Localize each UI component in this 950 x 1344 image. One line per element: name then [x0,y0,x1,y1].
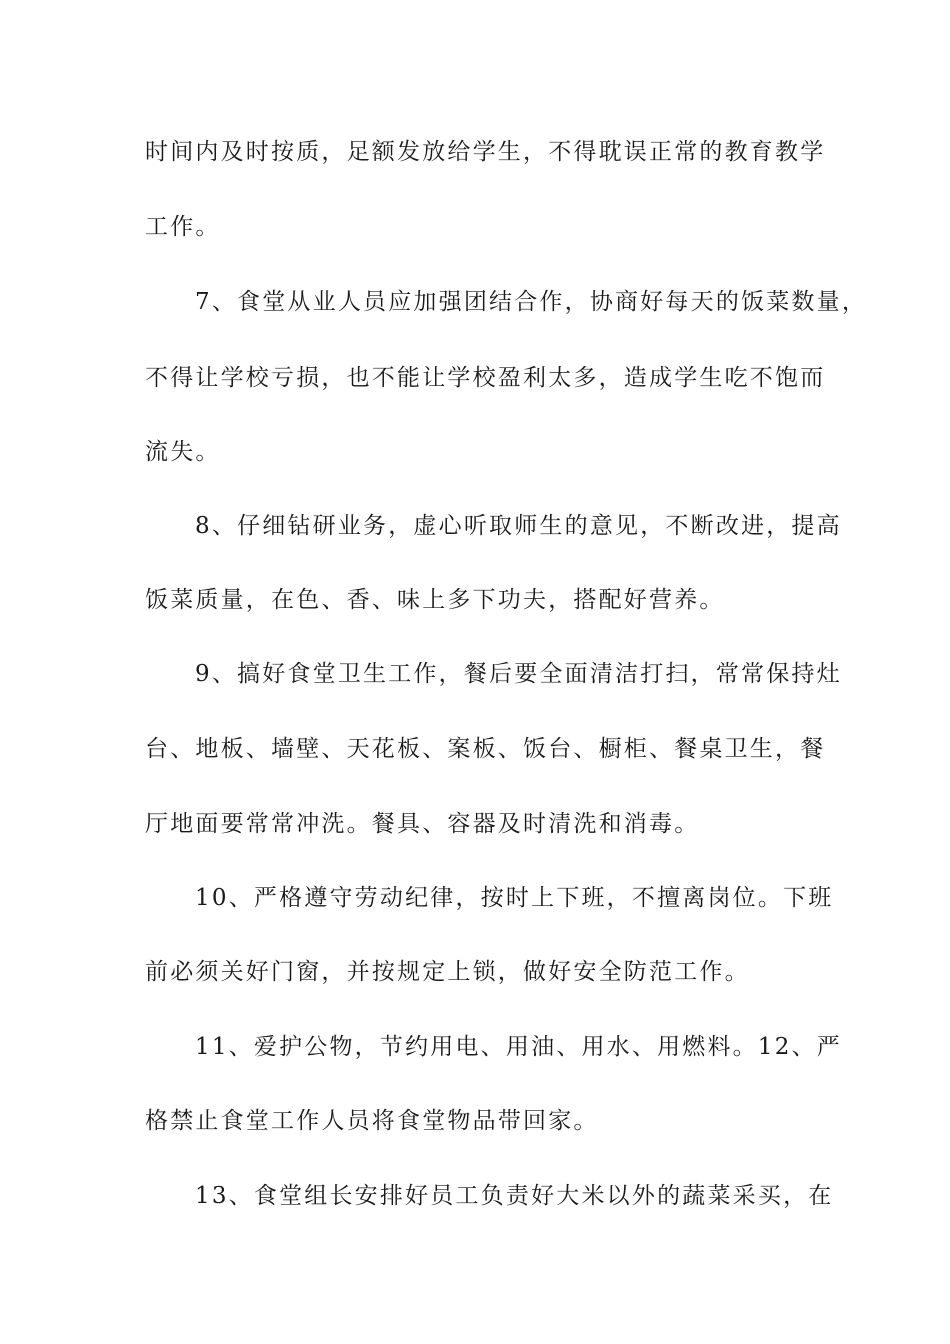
text-line: 台、地板、墙壁、天花板、案板、饭台、橱柜、餐桌卫生，餐 [145,736,826,762]
text-line: 前必须关好门窗，并按规定上锁，做好安全防范工作。 [145,959,750,985]
paragraph-start-line: 9、搞好食堂卫生工作，餐后要全面清洁打扫，常常保持灶 [195,661,842,687]
text-line: 格禁止食堂工作人员将食堂物品带回家。 [145,1108,599,1134]
paragraph-start-line: 8、仔细钻研业务，虚心听取师生的意见，不断改进，提高 [195,513,842,539]
text-line: 不得让学校亏损，也不能让学校盈利太多，造成学生吃不饱而 [145,365,826,391]
paragraph-start-line: 7、食堂从业人员应加强团结合作，协商好每天的饭菜数量， [195,289,868,315]
text-line: 流失。 [145,439,221,465]
text-line: 工作。 [145,214,221,240]
text-line: 时间内及时按质，足额发放给学生，不得耽误正常的教育教学 [145,139,826,165]
text-line: 厅地面要常常冲洗。餐具、容器及时清洗和消毒。 [145,811,700,837]
paragraph-start-line: 13、食堂组长安排好员工负责好大米以外的蔬菜采买，在 [195,1183,834,1209]
text-line: 饭菜质量，在色、香、味上多下功夫，搭配好营养。 [145,587,725,613]
paragraph-start-line: 10、严格遵守劳动纪律，按时上下班，不擅离岗位。下班 [195,885,834,911]
paragraph-start-line: 11、爱护公物，节约用电、用油、用水、用燃料。12、严 [195,1034,842,1060]
